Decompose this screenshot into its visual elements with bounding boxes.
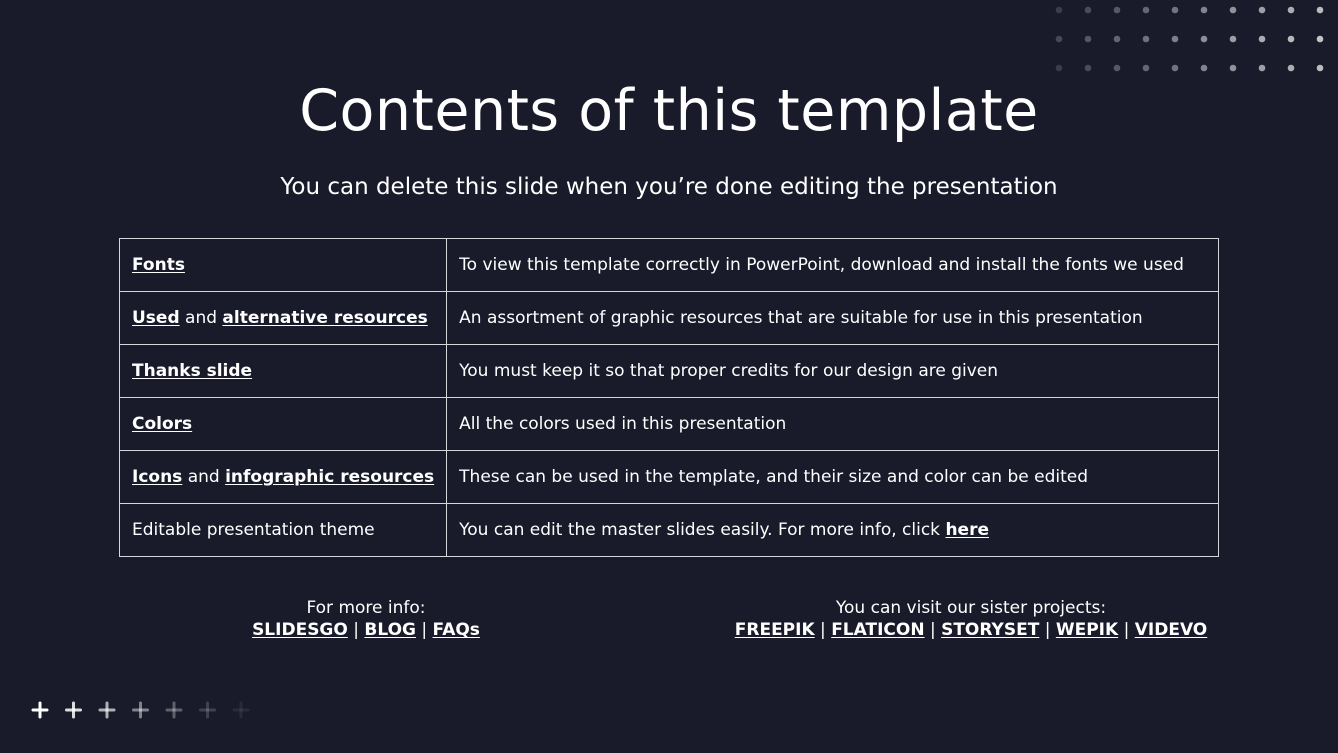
here-link[interactable]: here xyxy=(945,520,989,540)
plus-icon xyxy=(33,703,47,717)
blog-link[interactable]: BLOG xyxy=(364,620,416,640)
sister-projects-block xyxy=(671,597,1271,641)
link-separator: | xyxy=(1118,620,1135,640)
dot-grid-decoration xyxy=(1050,0,1338,80)
dot-icon xyxy=(1056,7,1063,14)
dot-icon xyxy=(1085,65,1092,72)
plus-icon xyxy=(100,703,114,717)
link-separator: | xyxy=(814,620,832,640)
dot-icon xyxy=(1114,65,1121,72)
dot-icon xyxy=(1143,7,1150,14)
more-info-links xyxy=(166,619,566,641)
freepik-link[interactable]: FREEPIK xyxy=(734,620,815,640)
dot-icon xyxy=(1172,7,1179,14)
fonts-link[interactable]: Fonts xyxy=(132,255,185,275)
plus-icon xyxy=(134,703,148,717)
cell-text: These can be used in the template, and their size and color can be edited xyxy=(459,467,1089,487)
resource-description-cell xyxy=(447,451,1219,504)
dot-icon xyxy=(1288,65,1295,72)
resource-description-cell xyxy=(447,504,1219,557)
plus-icon xyxy=(167,703,181,717)
sister-projects-label: You can visit our sister projects: xyxy=(835,598,1107,618)
thanks-slide-link[interactable]: Thanks slide xyxy=(132,361,253,381)
link-separator: | xyxy=(924,620,942,640)
plus-icon xyxy=(67,703,81,717)
dot-icon xyxy=(1317,7,1324,14)
colors-link[interactable]: Colors xyxy=(132,414,193,434)
dot-icon xyxy=(1201,7,1208,14)
link-separator: | xyxy=(347,620,365,640)
more-info-label: For more info: xyxy=(306,598,426,618)
dot-icon xyxy=(1114,36,1121,43)
faqs-link[interactable]: FAQs xyxy=(432,620,480,640)
dot-icon xyxy=(1172,36,1179,43)
table-row xyxy=(120,451,1219,504)
storyset-link[interactable]: STORYSET xyxy=(941,620,1040,640)
table-row xyxy=(120,292,1219,345)
flaticon-link[interactable]: FLATICON xyxy=(831,620,925,640)
dot-icon xyxy=(1317,65,1324,72)
cell-text: You must keep it so that proper credits for our design are given xyxy=(459,361,999,381)
cell-text: Editable presentation theme xyxy=(132,520,375,540)
dot-icon xyxy=(1085,7,1092,14)
resource-name-cell xyxy=(120,504,447,557)
link-separator: | xyxy=(415,620,433,640)
cell-text: All the colors used in this presentation xyxy=(459,414,787,434)
page-title: Contents of this template xyxy=(299,78,1039,144)
dot-icon xyxy=(1201,36,1208,43)
sister-projects-links xyxy=(671,619,1271,641)
cell-text: and xyxy=(182,467,226,487)
videvo-link[interactable]: VIDEVO xyxy=(1134,620,1208,640)
contents-table xyxy=(119,238,1219,557)
dot-icon xyxy=(1288,7,1295,14)
table-row xyxy=(120,504,1219,557)
dot-icon xyxy=(1056,36,1063,43)
dot-icon xyxy=(1056,65,1063,72)
dot-icon xyxy=(1288,36,1295,43)
infographic-resources-link[interactable]: infographic resources xyxy=(225,467,435,487)
dot-icon xyxy=(1143,65,1150,72)
dot-icon xyxy=(1317,36,1324,43)
plus-icon xyxy=(201,703,215,717)
dot-icon xyxy=(1259,65,1266,72)
slidesgo-link[interactable]: SLIDESGO xyxy=(252,620,348,640)
alternative-resources-link[interactable]: alternative resources xyxy=(222,308,428,328)
icons-link[interactable]: Icons xyxy=(132,467,183,487)
dot-icon xyxy=(1085,36,1092,43)
table-row xyxy=(120,398,1219,451)
resource-name-cell xyxy=(120,292,447,345)
wepik-link[interactable]: WEPIK xyxy=(1055,620,1119,640)
cell-text: and xyxy=(179,308,223,328)
dot-icon xyxy=(1230,7,1237,14)
page-subtitle: You can delete this slide when you’re done editing the presentation xyxy=(280,174,1058,200)
resource-name-cell xyxy=(120,398,447,451)
dot-icon xyxy=(1114,7,1121,14)
dot-icon xyxy=(1143,36,1150,43)
dot-icon xyxy=(1230,65,1237,72)
dot-icon xyxy=(1259,36,1266,43)
table-row xyxy=(120,239,1219,292)
dot-icon xyxy=(1201,65,1208,72)
cell-text: To view this template correctly in PowerPoint, download and install the fonts we used xyxy=(459,255,1184,275)
plus-icon xyxy=(234,703,248,717)
more-info-block xyxy=(166,597,566,641)
plus-row-decoration xyxy=(28,698,268,724)
cell-text: You can edit the master slides easily. For more info, click xyxy=(459,520,946,540)
resource-description-cell xyxy=(447,398,1219,451)
resource-name-cell xyxy=(120,239,447,292)
table-row xyxy=(120,345,1219,398)
dot-icon xyxy=(1230,36,1237,43)
used-link[interactable]: Used xyxy=(132,308,180,328)
resource-name-cell xyxy=(120,345,447,398)
link-separator: | xyxy=(1039,620,1056,640)
cell-text: An assortment of graphic resources that are suitable for use in this presentation xyxy=(459,308,1143,328)
dot-icon xyxy=(1172,65,1179,72)
resource-description-cell xyxy=(447,292,1219,345)
dot-icon xyxy=(1259,7,1266,14)
resource-description-cell xyxy=(447,239,1219,292)
resource-description-cell xyxy=(447,345,1219,398)
resource-name-cell xyxy=(120,451,447,504)
